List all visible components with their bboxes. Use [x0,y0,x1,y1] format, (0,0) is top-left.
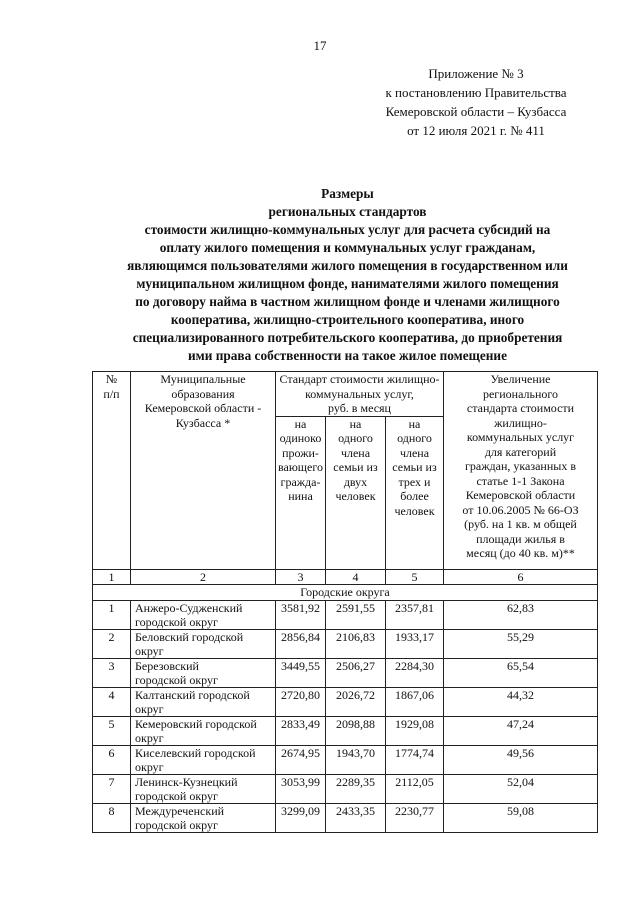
title-line: оплату жилого помещения и коммунальных услуг гражданам, [159,240,536,255]
row-value-increase: 49,56 [444,745,598,774]
table-row [93,745,598,774]
column-index: 4 [326,569,386,585]
row-value-two: 2026,72 [326,687,386,716]
column-index: 3 [276,569,326,585]
row-value-two: 1943,70 [326,745,386,774]
row-number: 2 [93,629,131,658]
table-row [93,803,598,832]
row-number: 7 [93,774,131,803]
column-index: 1 [93,569,131,585]
row-municipality: Калтанский городской округ [131,687,276,716]
row-value-increase: 47,24 [444,716,598,745]
row-value-increase: 59,08 [444,803,598,832]
header-single-resident: на одиноко прожи- вающего гражда- нина [276,416,326,569]
appendix-header [376,64,576,140]
row-value-two: 2098,88 [326,716,386,745]
row-municipality: Междуреченский городской округ [131,803,276,832]
row-value-three: 1867,06 [386,687,444,716]
table-row [93,716,598,745]
row-municipality: Ленинск-Кузнецкий городской округ [131,774,276,803]
row-number: 1 [93,600,131,629]
column-index-row [93,569,598,585]
table-header-row [93,372,598,417]
row-value-three: 1933,17 [386,629,444,658]
row-value-two: 2506,27 [326,658,386,687]
title-line: муниципальном жилищном фонде, нанимателями жилого помещения [136,276,559,291]
row-value-single: 2833,49 [276,716,326,745]
section-title: Городские округа [93,585,598,601]
table-row [93,687,598,716]
appendix-line: от 12 июля 2021 г. № 411 [407,123,545,138]
table-row [93,774,598,803]
header-municipality: Муниципальные образования Кемеровской области - Кузбасса * [131,372,276,570]
row-value-three: 2230,77 [386,803,444,832]
row-municipality: Киселевский городской округ [131,745,276,774]
title-line: специализированного потребительского кооператива, до приобретения [132,330,563,345]
row-municipality: Беловский городской округ [131,629,276,658]
row-value-increase: 62,83 [444,600,598,629]
row-number: 4 [93,687,131,716]
row-value-increase: 44,32 [444,687,598,716]
row-number: 6 [93,745,131,774]
row-value-three: 2357,81 [386,600,444,629]
row-value-single: 2720,80 [276,687,326,716]
row-value-three: 1774,74 [386,745,444,774]
table-row [93,600,598,629]
row-value-increase: 55,29 [444,629,598,658]
row-value-two: 2433,35 [326,803,386,832]
standards-table [92,371,598,833]
appendix-line: Приложение № 3 [428,66,524,81]
title-line: являющимся пользователями жилого помещения в государственном или [127,258,568,273]
header-family-of-two: на одного члена семьи из двух человек [326,416,386,569]
document-title [90,185,605,365]
title-line: региональных стандартов [268,204,427,219]
row-value-single: 3299,09 [276,803,326,832]
table-row [93,658,598,687]
row-number: 8 [93,803,131,832]
row-value-three: 1929,08 [386,716,444,745]
row-number: 5 [93,716,131,745]
row-value-single: 3053,99 [276,774,326,803]
page-number: 17 [313,38,327,53]
appendix-line: к постановлению Правительства [385,85,567,100]
row-value-two: 2591,55 [326,600,386,629]
title-line: ими права собственности на такое жилое помещение [187,348,507,363]
header-number: № п/п [93,372,131,570]
row-value-increase: 52,04 [444,774,598,803]
column-index: 5 [386,569,444,585]
appendix-line: Кемеровской области – Кузбасса [385,104,567,119]
header-family-of-three: на одного члена семьи из трех и более человек [386,416,444,569]
header-standard: Стандарт стоимости жилищно- коммунальных услуг, руб. в месяц [276,372,444,417]
row-municipality: Кемеровский городской округ [131,716,276,745]
row-number: 3 [93,658,131,687]
row-value-single: 2674,95 [276,745,326,774]
title-line: стоимости жилищно-коммунальных услуг для расчета субсидий на [144,222,551,237]
row-value-increase: 65,54 [444,658,598,687]
column-index: 2 [131,569,276,585]
row-value-two: 2289,35 [326,774,386,803]
row-municipality: Анжеро-Судженский городской округ [131,600,276,629]
row-value-single: 3581,92 [276,600,326,629]
title-line: по договору найма в частном жилищном фонде и членами жилищного [135,294,560,309]
row-value-single: 3449,55 [276,658,326,687]
column-index: 6 [444,569,598,585]
section-row [93,585,598,601]
title-line: Размеры [321,186,374,201]
row-value-three: 2112,05 [386,774,444,803]
header-increase: Увеличение регионального стандарта стоимости жилищно- коммунальных услуг для категорий граждан, указанных в статье 1-1 Закона Кемеровской области от 10.06.2005 № 66-ОЗ (руб. на 1 кв. м общей площади жилья в месяц (до 40 кв. м)** [444,372,598,570]
row-value-single: 2856,84 [276,629,326,658]
row-value-two: 2106,83 [326,629,386,658]
row-municipality: Березовский городской округ [131,658,276,687]
title-line: кооператива, жилищно-строительного кооператива, иного [170,312,525,327]
table-row [93,629,598,658]
row-value-three: 2284,30 [386,658,444,687]
